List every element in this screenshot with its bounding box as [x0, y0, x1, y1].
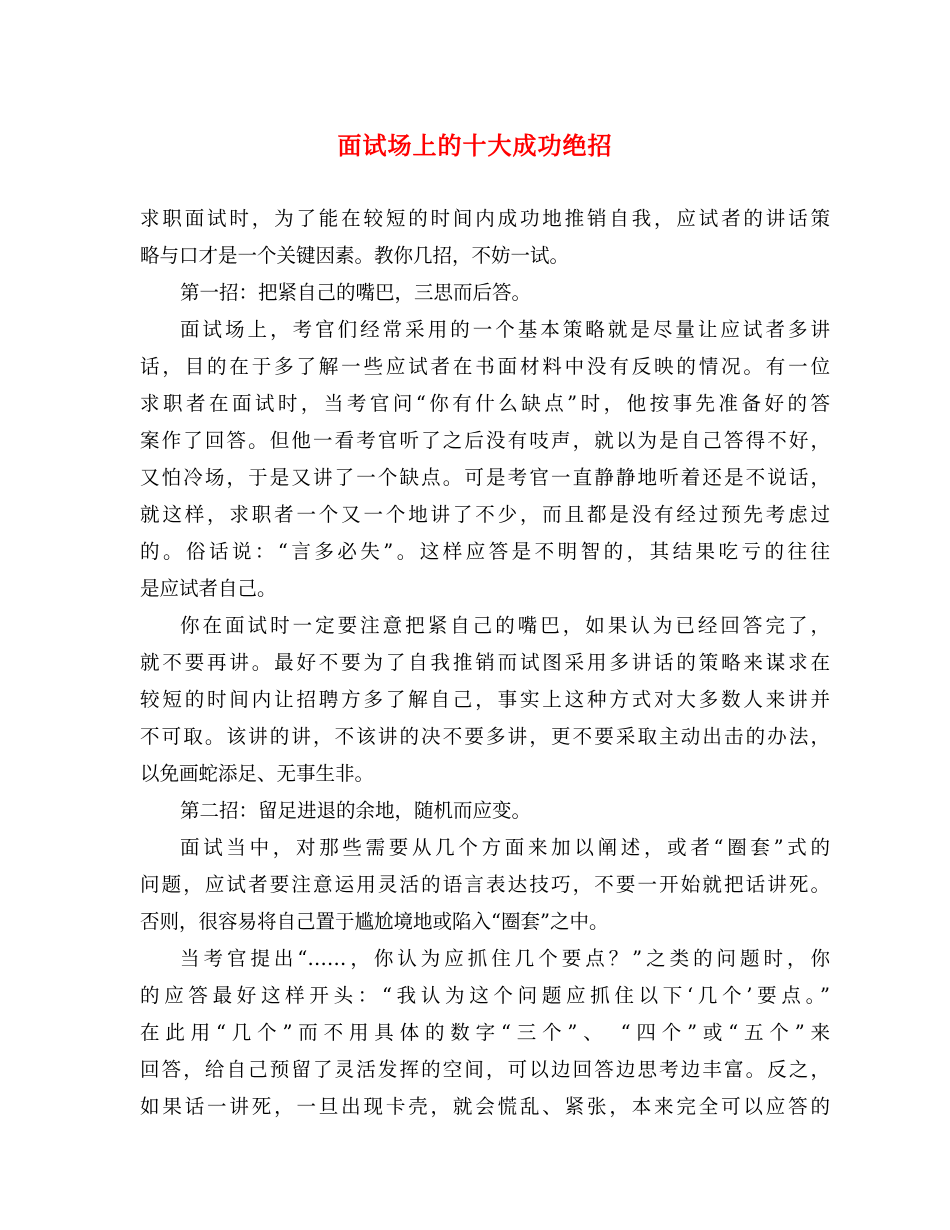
text-line: 回答，给自己预留了灵活发挥的空间，可以边回答边思考边丰富。反之，: [140, 1058, 830, 1081]
text-line: 案作了回答。但他一看考官听了之后没有吱声，就以为是自己答得不好，: [140, 429, 830, 452]
text-line: 你在面试时一定要注意把紧自己的嘴巴，如果认为已经回答完了，: [180, 614, 830, 637]
text-line: 求职者在面试时，当考官问“你有什么缺点”时，他按事先准备好的答: [140, 392, 830, 415]
text-line: 面试当中，对那些需要从几个方面来加以阐述，或者“圈套”式的: [180, 836, 830, 859]
text-line: 求职面试时，为了能在较短的时间内成功地推销自我，应试者的讲话策: [140, 207, 830, 230]
text-line: 第一招：把紧自己的嘴巴，三思而后答。: [180, 281, 532, 304]
text-line: 以免画蛇添足、无事生非。: [140, 762, 375, 785]
text-line: 是应试者自己。: [140, 577, 277, 600]
text-line: 不可取。该讲的讲，不该讲的决不要多讲，更不要采取主动出击的办法，: [140, 725, 830, 748]
text-line: 就不要再讲。最好不要为了自我推销而试图采用多讲话的策略来谋求在: [140, 651, 830, 674]
text-line: 问题，应试者要注意运用灵活的语言表达技巧，不要一开始就把话讲死。: [140, 873, 830, 896]
text-line: 如果话一讲死，一旦出现卡壳，就会慌乱、紧张，本来完全可以应答的: [140, 1095, 830, 1118]
text-line: 当考官提出“……，你认为应抓住几个要点？”之类的问题时，你: [180, 947, 830, 970]
text-line: 在此用“几个”而不用具体的数字“三个”、 “四个”或“五个”来: [140, 1021, 830, 1044]
text-line: 面试场上，考官们经常采用的一个基本策略就是尽量让应试者多讲: [180, 318, 830, 341]
text-line: 话，目的在于多了解一些应试者在书面材料中没有反映的情况。有一位: [140, 355, 830, 378]
text-line: 的应答最好这样开头：“我认为这个问题应抓住以下‘几个’要点。”: [140, 984, 830, 1007]
text-line: 的。俗话说：“言多必失”。这样应答是不明智的，其结果吃亏的往往: [140, 540, 830, 563]
text-line: 较短的时间内让招聘方多了解自己，事实上这种方式对大多数人来讲并: [140, 688, 830, 711]
document-title: 面试场上的十大成功绝招: [337, 131, 613, 160]
text-line: 略与口才是一个关键因素。教你几招，不妨一试。: [140, 244, 570, 267]
text-line: 否则，很容易将自己置于尴尬境地或陷入“圈套”之中。: [140, 910, 609, 933]
document-body: [140, 200, 830, 1125]
text-line: 就这样，求职者一个又一个地讲了不少，而且都是没有经过预先考虑过: [140, 503, 830, 526]
text-line: 第二招：留足进退的余地，随机而应变。: [180, 799, 532, 822]
text-line: 又怕冷场，于是又讲了一个缺点。可是考官一直静静地听着还是不说话，: [140, 466, 830, 489]
